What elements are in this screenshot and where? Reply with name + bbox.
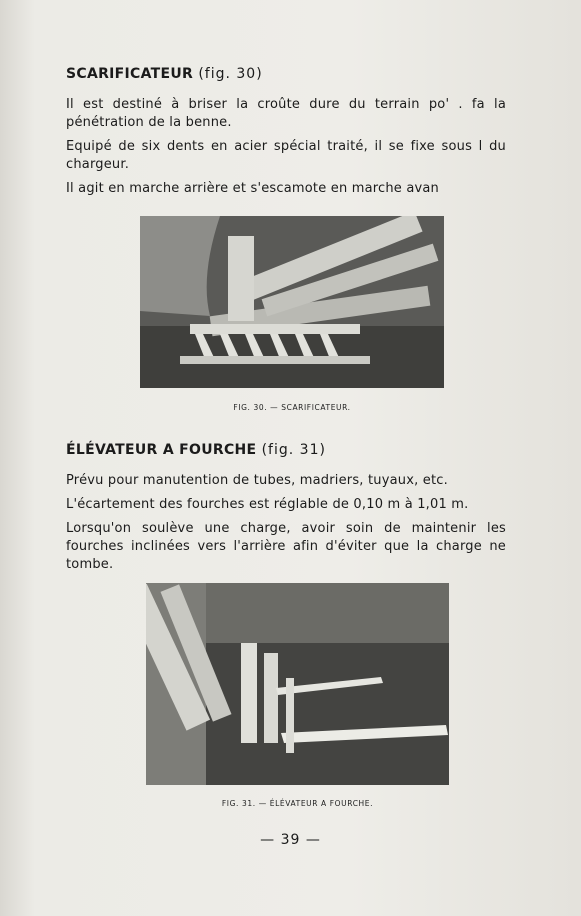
paragraph: Prévu pour manutention de tubes, madriers, tuyaux, etc. [66, 473, 448, 488]
figure-31-caption: FIG. 31. — ÉLÉVATEUR A FOURCHE. [221, 799, 374, 808]
figure-30-photo [140, 216, 444, 388]
forklift-illustration [146, 583, 449, 785]
heading-figure-ref: (fig. 30) [198, 66, 263, 82]
figure-31-photo [146, 583, 449, 785]
paragraph: Lorsqu'on soulève une charge, avoir soin de maintenir les fourches inclinées vers l'arrière afin d'éviter que la charge ne tombe. [66, 521, 506, 572]
section-heading [66, 442, 506, 458]
heading-figure-ref: (fig. 31) [261, 442, 326, 458]
scarifier-illustration [140, 216, 444, 388]
heading-title: SCARIFICATEUR [66, 66, 194, 82]
figure-30-caption: FIG. 30. — SCARIFICATEUR. [233, 403, 351, 412]
section-heading [66, 66, 506, 82]
paragraph: Equipé de six dents en acier spécial traité, il se fixe sous l du chargeur. [66, 139, 506, 172]
paragraph: Il est destiné à briser la croûte dure du terrain po' . fa la pénétration de la benne. [66, 97, 506, 130]
section-elevateur [66, 442, 506, 580]
section-scarificateur [66, 66, 506, 204]
paragraph: L'écartement des fourches est réglable de 0,10 m à 1,01 m. [66, 497, 469, 512]
paragraph: Il agit en marche arrière et s'escamote en marche avan [66, 181, 439, 196]
page-number: — 39 — [260, 832, 321, 848]
heading-title: ÉLÉVATEUR A FOURCHE [66, 442, 257, 458]
